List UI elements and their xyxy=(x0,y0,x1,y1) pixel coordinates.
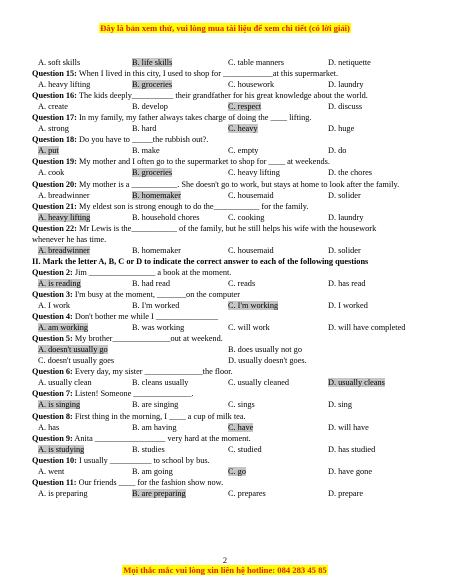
answer-option xyxy=(32,278,126,289)
answer-options-row xyxy=(32,466,424,477)
answer-text: C. reads xyxy=(228,278,256,288)
answer-option xyxy=(126,212,222,223)
answer-options-row xyxy=(32,322,424,333)
answer-option xyxy=(32,300,126,311)
answer-option xyxy=(126,245,222,256)
question-line xyxy=(32,388,424,399)
answer-text: C. heavy lifting xyxy=(228,168,280,178)
answer-option xyxy=(222,167,322,178)
highlighted-answer: C. have xyxy=(228,422,254,432)
answer-text: C. prepares xyxy=(228,488,266,498)
answer-text: C. empty xyxy=(228,146,259,156)
highlighted-answer: A. is singing xyxy=(38,400,81,410)
question-number: Question 3: xyxy=(32,289,73,299)
answer-options-row xyxy=(32,422,424,433)
answer-option xyxy=(322,123,416,134)
question-number: Question 22: xyxy=(32,223,77,233)
answer-text: D. have gone xyxy=(328,466,373,476)
answer-text: D. prepare xyxy=(328,488,364,498)
highlighted-answer: A. breadwinner xyxy=(38,245,90,255)
answer-option xyxy=(32,422,126,433)
footer-hotline xyxy=(0,565,450,575)
question-line xyxy=(32,333,424,344)
answer-text: C. housework xyxy=(228,80,275,90)
answer-text: D. usually doesn't goes. xyxy=(228,356,307,366)
answer-option xyxy=(32,145,126,156)
answer-text: B. studies xyxy=(132,444,165,454)
answer-text: D. has studied xyxy=(328,444,376,454)
highlighted-answer: C. respect xyxy=(228,102,262,112)
answer-options-row xyxy=(32,212,424,223)
answer-option xyxy=(322,212,416,223)
answer-options-row xyxy=(32,101,424,112)
question-line xyxy=(32,156,424,167)
answer-option xyxy=(322,79,416,90)
answer-option xyxy=(222,444,322,455)
question-number: Question 5: xyxy=(32,334,73,344)
answer-option xyxy=(222,245,322,256)
answer-text: B. cleans usually xyxy=(132,378,189,388)
question-text: Jim ________________ a book at the moment. xyxy=(72,267,232,277)
question-line xyxy=(32,134,424,145)
answer-option xyxy=(322,190,416,201)
answer-option xyxy=(32,212,126,223)
answer-options-row xyxy=(32,278,424,289)
answer-text: B. am going xyxy=(132,466,173,476)
answer-text: A. went xyxy=(38,466,65,476)
answer-text: A. strong xyxy=(38,124,69,134)
question-continuation: whenever he has time. xyxy=(32,234,107,244)
highlighted-answer: B. groceries xyxy=(132,168,173,178)
question-text: I'm busy at the moment, _______on the computer xyxy=(72,289,240,299)
answer-option xyxy=(222,422,322,433)
question-line xyxy=(32,366,424,377)
answer-option xyxy=(126,399,222,410)
question-number: Question 19: xyxy=(32,157,77,167)
answer-option xyxy=(32,488,126,499)
answer-option xyxy=(322,101,416,112)
answer-text: A. create xyxy=(38,102,68,112)
highlighted-answer: A. heavy lifting xyxy=(38,212,91,222)
question-line xyxy=(32,311,424,322)
answer-options-row xyxy=(32,145,424,156)
answer-text: A. I work xyxy=(38,301,71,311)
answer-option xyxy=(222,123,322,134)
question-number: Question 20: xyxy=(32,179,77,189)
question-number: Question 4: xyxy=(32,312,73,322)
answer-options-row xyxy=(32,488,424,499)
page-number: 2 xyxy=(222,556,228,565)
question-text: Anita _________________ very hard at the moment. xyxy=(72,433,251,443)
question-line xyxy=(32,289,424,300)
answer-options-row xyxy=(32,57,424,68)
answer-option xyxy=(32,399,126,410)
answer-text: C. table manners xyxy=(228,58,284,67)
answer-text: C. doesn't usually goes xyxy=(38,356,115,366)
answer-option xyxy=(32,57,126,68)
answer-text: D. will have xyxy=(328,422,369,432)
answer-text: B. develop xyxy=(132,102,168,112)
question-number: Question 10: xyxy=(32,455,77,465)
answer-option xyxy=(32,344,222,355)
answer-text: C. cooking xyxy=(228,212,265,222)
answer-text: C. housemaid xyxy=(228,190,274,200)
question-line xyxy=(32,179,424,190)
question-number: Question 21: xyxy=(32,201,77,211)
question-line xyxy=(32,201,424,212)
answer-option xyxy=(32,167,126,178)
answer-option xyxy=(322,399,416,410)
question-number: Question 16: xyxy=(32,91,77,101)
answer-text: A. is preparing xyxy=(38,488,88,498)
answer-option xyxy=(126,466,222,477)
answer-text: D. I worked xyxy=(328,301,368,311)
answer-option xyxy=(222,377,322,388)
answer-text: D. solider xyxy=(328,190,361,200)
question-line xyxy=(32,433,424,444)
answer-text: C. housemaid xyxy=(228,245,274,255)
question-line xyxy=(32,267,424,278)
answer-option xyxy=(322,444,416,455)
answer-text: B. household chores xyxy=(132,212,200,222)
highlighted-answer: A. doesn't usually go xyxy=(38,345,108,355)
answer-option xyxy=(32,101,126,112)
answer-options-row xyxy=(32,190,424,201)
answer-text: A. cook xyxy=(38,168,65,178)
highlighted-answer: A. is reading xyxy=(38,278,81,288)
question-text: Listen! Someone ______________. xyxy=(72,389,194,399)
preview-banner xyxy=(0,23,450,33)
question-number: Question 18: xyxy=(32,135,77,145)
question-number: Question 9: xyxy=(32,433,73,443)
question-text: Our friends ____ for the fashion show now. xyxy=(76,477,224,487)
question-number: Question 11: xyxy=(32,477,77,487)
question-text: When I lived in this city, I used to shop for ____________at this supermarket. xyxy=(76,69,339,79)
answer-option xyxy=(222,278,322,289)
answer-text: B. I'm worked xyxy=(132,301,180,311)
answer-option xyxy=(322,300,416,311)
answer-option xyxy=(126,145,222,156)
question-text: The kids deeply__________ their grandfather for his great knowledge about the world. xyxy=(76,91,368,101)
answer-option xyxy=(126,488,222,499)
footer-hotline-text: Mọi thắc mắc vui lòng xin liên hệ hotline: 084 283 45 85 xyxy=(123,565,327,575)
question-number: Question 15: xyxy=(32,69,77,79)
answer-option xyxy=(322,488,416,499)
answer-text: D. discuss xyxy=(328,102,363,112)
answer-options-row xyxy=(32,300,424,311)
question-text: I usually __________ to school by bus. xyxy=(76,455,210,465)
answer-text: C. will work xyxy=(228,323,270,333)
answer-option xyxy=(322,57,416,68)
question-text: In my family, my father always takes charge of doing the ____ lifting. xyxy=(76,113,312,123)
section-heading: II. Mark the letter A, B, C or D to indicate the correct answer to each of the following questions xyxy=(32,256,369,266)
answer-option xyxy=(222,300,322,311)
question-line xyxy=(32,477,424,488)
question-line xyxy=(32,68,424,79)
question-number: Question 8: xyxy=(32,411,73,421)
question-text: Mr Lewis is the___________ of the family, but he still helps his wife with the housework xyxy=(76,223,377,233)
answer-option xyxy=(32,466,126,477)
highlighted-answer: A. am working xyxy=(38,323,89,333)
question-text: My eldest son is strong enough to do the___________ for the family. xyxy=(76,201,309,211)
question-line xyxy=(32,223,424,234)
highlighted-answer: C. I'm working xyxy=(228,301,279,311)
answer-text: B. am having xyxy=(132,422,177,432)
answer-option xyxy=(126,422,222,433)
highlighted-answer: C. go xyxy=(228,466,246,476)
question-number: Question 7: xyxy=(32,389,73,399)
question-text: Do you have to _____the rubbish out?. xyxy=(76,135,209,145)
answer-option xyxy=(222,57,322,68)
answer-option xyxy=(322,422,416,433)
question-number: Question 17: xyxy=(32,113,77,123)
answer-options-row xyxy=(32,377,424,388)
answer-option xyxy=(126,377,222,388)
answer-text: D. laundry xyxy=(328,80,364,90)
answer-option xyxy=(126,167,222,178)
answer-text: B. does usually not go xyxy=(228,345,302,355)
answer-text: D. do xyxy=(328,146,347,156)
answer-text: B. had read xyxy=(132,278,171,288)
question-text: My brother______________out at weekend. xyxy=(72,334,223,344)
answer-option xyxy=(32,190,126,201)
answer-option xyxy=(222,322,322,333)
answer-option xyxy=(222,79,322,90)
answer-option xyxy=(32,444,126,455)
answer-option xyxy=(222,488,322,499)
answer-text: D. solider xyxy=(328,245,361,255)
answer-option xyxy=(222,466,322,477)
answer-option xyxy=(32,377,126,388)
answer-text: B. hard xyxy=(132,124,157,134)
answer-option xyxy=(322,466,416,477)
question-text: First thing in the morning, I ____ a cup of milk tea. xyxy=(72,411,246,421)
answer-text: A. soft skills xyxy=(38,58,81,67)
answer-option xyxy=(322,278,416,289)
answer-option xyxy=(222,212,322,223)
answer-option xyxy=(322,167,416,178)
answer-options-row xyxy=(32,444,424,455)
answer-text: D. has read xyxy=(328,278,366,288)
answer-option xyxy=(222,399,322,410)
answer-text: D. huge xyxy=(328,124,355,134)
answer-option xyxy=(126,57,222,68)
answer-option xyxy=(126,79,222,90)
answer-text: B. homemaker xyxy=(132,245,181,255)
answer-option xyxy=(126,190,222,201)
answer-options-row xyxy=(32,79,424,90)
answer-option xyxy=(126,322,222,333)
answer-options-row xyxy=(32,167,424,178)
answer-text: A. usually clean xyxy=(38,378,92,388)
answer-option xyxy=(32,79,126,90)
answer-options-row xyxy=(32,344,424,355)
highlighted-answer: A. put xyxy=(38,146,59,156)
question-line xyxy=(32,455,424,466)
highlighted-answer: B. homemaker xyxy=(132,190,181,200)
answer-text: D. sing xyxy=(328,400,352,410)
answer-text: B. was working xyxy=(132,323,185,333)
answer-option xyxy=(222,344,412,355)
answer-option xyxy=(126,300,222,311)
question-text: Every day, my sister ______________the floor. xyxy=(72,367,233,377)
question-number: Question 2: xyxy=(32,267,73,277)
answer-options-row xyxy=(32,123,424,134)
question-text: My mother is a ___________. She doesn't go to work, but stays at home to look after the family. xyxy=(76,179,400,189)
answer-option xyxy=(322,322,416,333)
answer-text: A. has xyxy=(38,422,60,432)
answer-text: D. laundry xyxy=(328,212,364,222)
answer-option xyxy=(32,355,222,366)
highlighted-answer: B. groceries xyxy=(132,80,173,90)
answer-option xyxy=(222,190,322,201)
answer-option xyxy=(126,101,222,112)
answer-option xyxy=(222,355,412,366)
answer-text: C. studied xyxy=(228,444,262,454)
question-line xyxy=(32,112,424,123)
worksheet-content xyxy=(32,57,424,499)
answer-options-row xyxy=(32,355,424,366)
answer-option xyxy=(222,145,322,156)
answer-text: C. usually cleaned xyxy=(228,378,290,388)
answer-text: D. the chores xyxy=(328,168,373,178)
highlighted-answer: A. is studying xyxy=(38,444,85,454)
answer-option xyxy=(126,123,222,134)
answer-text: A. breadwinner xyxy=(38,190,90,200)
answer-option xyxy=(322,145,416,156)
highlighted-answer: B. are preparing xyxy=(132,488,186,498)
answer-option xyxy=(32,245,126,256)
question-text: My mother and I often go to the supermarket to shop for ____ at weekends. xyxy=(76,157,330,167)
answer-option xyxy=(322,377,416,388)
preview-banner-text: Đây là bản xem thử, vui lòng mua tài liệu để xem chi tiết (có lời giải) xyxy=(100,23,350,33)
highlighted-answer: C. heavy xyxy=(228,124,258,134)
answer-option xyxy=(32,322,126,333)
highlighted-answer: B. life skills xyxy=(132,58,173,67)
answer-option xyxy=(32,123,126,134)
answer-text: B. are singing xyxy=(132,400,179,410)
highlighted-answer: D. usually cleans xyxy=(328,378,385,388)
answer-options-row xyxy=(32,399,424,410)
answer-options-row xyxy=(32,245,424,256)
question-number: Question 6: xyxy=(32,367,73,377)
answer-text: C. sings xyxy=(228,400,255,410)
answer-option xyxy=(126,444,222,455)
answer-text: A. heavy lifting xyxy=(38,80,91,90)
answer-text: D. netiquette xyxy=(328,58,371,67)
answer-text: B. make xyxy=(132,146,160,156)
question-line xyxy=(32,90,424,101)
answer-option xyxy=(126,278,222,289)
question-text: Don't bother me while I _______________ xyxy=(72,312,219,322)
answer-option xyxy=(222,101,322,112)
answer-option xyxy=(322,245,416,256)
answer-text: D. will have completed xyxy=(328,323,406,333)
question-line xyxy=(32,411,424,422)
